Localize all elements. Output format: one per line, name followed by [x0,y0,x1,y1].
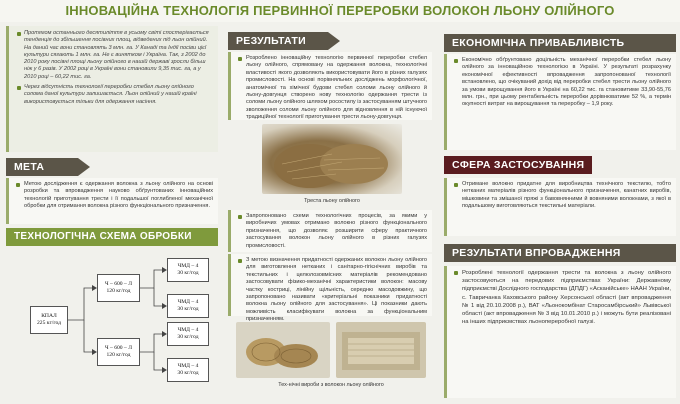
scheme-title: ТЕХНОЛОГІЧНА СХЕМА ОБРОБКИ [14,231,192,242]
nonwoven-products-photo [336,322,426,378]
chmd-machine-4 [167,358,209,382]
arrow-decoration [78,158,90,176]
fabric-illustration [336,322,426,378]
machine-capacity: 120 кг/год [106,288,131,294]
page-title: ІННОВАЦІЙНА ТЕХНОЛОГІЯ ПЕРВИННОЇ ПЕРЕРОБКИ ВОЛОКОН ЛЬОНУ ОЛІЙНОГО [0,0,680,22]
economy-box [444,54,676,150]
machine-capacity: 225 кг/год [37,320,61,326]
machine-capacity: 30 кг/год [177,270,199,276]
implementation-header [444,244,676,262]
machine-capacity: 30 кг/год [177,334,199,340]
ch600-machine-2 [97,338,140,366]
sphere-title: СФЕРА ЗАСТОСУВАННЯ [452,159,585,171]
meta-title: МЕТА [14,161,45,173]
results-box-1 [228,52,432,120]
economy-title: ЕКОНОМІЧНА ПРИВАБЛИВІСТЬ [452,37,625,49]
machine-name: КПАЛ [41,313,57,319]
sphere-header [444,156,592,174]
machine-name: Ч – 600 – Л [104,281,132,287]
sphere-box [444,178,676,236]
machine-name: ЧМД – 4 [177,263,199,269]
results-paragraph: Запропоновано схеми технологічних процесів, за якими у виробничих умовах отримано волокно різного функціонального призначення, що дозволяє розширити сферу практичного застосування волокон льону олійного в різних галузях промисловості. [238,213,427,250]
meta-header [6,158,78,176]
results-paragraph: З метою визначення придатності одержаних волокон льону олійного для виготовлення нетканих і санітарно-гігієнічних виробів та текстильних і целюлозовмісних матеріалів рекомендовано застосовувати фізико-механічні характеристики волокон: масову частку костриці, лінійну щільність, середню масодовжину, що запропоновано називати «критеріальні показники придатності волокна льону олійного для застосування». Ці показники дають можливість класифікувати волокна за функціональним призначенням. [238,257,427,324]
intro-paragraph: Через відсутність технології переробки стебел льону олійного солома даної культури залишається. Льон олійний у нашій країні використовується тільки для одержання насіння. [17,84,212,106]
implementation-box [444,266,676,398]
machine-capacity: 120 кг/год [106,352,131,358]
straw-bale-illustration [262,124,402,194]
chmd-machine-2 [167,294,209,318]
machine-name: ЧМД – 4 [177,363,199,369]
machine-name: Ч – 600 – Л [104,345,132,351]
economy-header [444,34,676,52]
meta-box [6,178,218,224]
machine-capacity: 30 кг/год [177,370,199,376]
economy-text: Економічно обґрунтовано доцільність механічної переробки стебел льону олійного за інноваційною технологією в Україні. У результаті розрахунку економічної ефективності впровадження запропонованої технології встановлено, що очікуваний дохід від переробки стебел трести льону олійного за умови вирощування його в Україні на 60,22 тис. га становитиме 33,90-55,76 млн. грн., при цьому рентабельність переробки дорівнюватиме 52 %, а термін окупності витрат на вирощування та переробку – 1,9 року. [454,57,671,109]
implementation-text: Розроблені технології одержання трести та волокна з льону олійного застосовуються на передових підприємствах України: Державному підприємстві Дослідного господарства (ДПДГ) «Асканійське» НААН України, с. Тавричанка Каховського району Херсонської області (акт впровадження № 1 від 20.10.2008 р.), ВАТ «Льонокомбінат Старосамбірський» Львівської області (акт впровадження № 3 від 10.01.2010 р.) і можуть бути реалізовані на інших підприємствах льонопереробної галузі. [454,269,671,326]
intro-paragraph: Протягом останнього десятиліття в усьому світі спостерігається тенденція до збільшення посівних площ, відведених під льон олійний. На даний час вони становлять 3 млн. га. У Канаді та Індії посіви цієї культури сягають 1 млн. га. Не є винятком і Україна. Так, з 2002 до 2010 року посівні площі льону олійного в нашій державі зросли більш ніж у 6 разів. У 2002 році в Україні вони становили 9,35 тис. га, а у 2010 році – 60,22 тис. га. [17,30,212,81]
sphere-text: Отримане волокно придатне для виробництва технічного текстилю, тобто нетканих матеріалів різного функціонального призначення, канатних виробів, мішковини та змішаної пряжі з бавовнянними й вовняними волокнами, з якої в подальшому виготовляються текстильні матеріали. [454,181,671,211]
machine-name: ЧМД – 4 [177,299,199,305]
kpal-machine [30,306,68,334]
results-header [228,32,328,50]
photo-caption-2: Тех-нічні вироби з волокон льону олійного [278,382,384,388]
arrow-decoration [328,32,340,50]
results-box-3 [228,254,432,323]
flax-straw-photo [262,124,402,194]
machine-name: ЧМД – 4 [177,327,199,333]
results-paragraph: Розроблено інноваційну технологію первинної переробки стебел льону олійного, спрямовану на одержання волокна, технологічні властивості якого дозволяють використовувати його в різних галузях промисловості. На основі порівняльних досліджень морфологічної, анатомічної та хімічної будови стебел соломи льону олійного й льону-довгунця створено нову технологію одержання трести із соломи льону олійного шляхом росостилу із застосуванням штучного зволоження соломи льону олійного для відновлення в ній існуючої традиційної технології приготування трести льону-довгунця. [238,55,427,122]
rope-products-photo [236,322,330,378]
ch600-machine-1 [97,274,140,302]
rope-illustration [236,322,330,378]
chmd-machine-1 [167,258,209,282]
process-scheme [6,248,218,402]
implementation-title: РЕЗУЛЬТАТИ ВПРОВАДЖЕННЯ [452,247,621,259]
photo-caption-1: Треста льону олійного [304,198,360,204]
chmd-machine-3 [167,322,209,346]
meta-text: Метою дослідження є одержання волокна з льону олійного на основі розробки та впровадження науково обґрунтованих інноваційних технологій приготування трести і її подальшої поглибленої механічної обробки для отримання волокна різного функціонального призначення. [16,181,213,211]
scheme-header [6,228,218,246]
results-title: РЕЗУЛЬТАТИ [236,35,306,47]
machine-capacity: 30 кг/год [177,306,199,312]
results-box-2 [228,210,432,252]
intro-box [6,26,218,152]
